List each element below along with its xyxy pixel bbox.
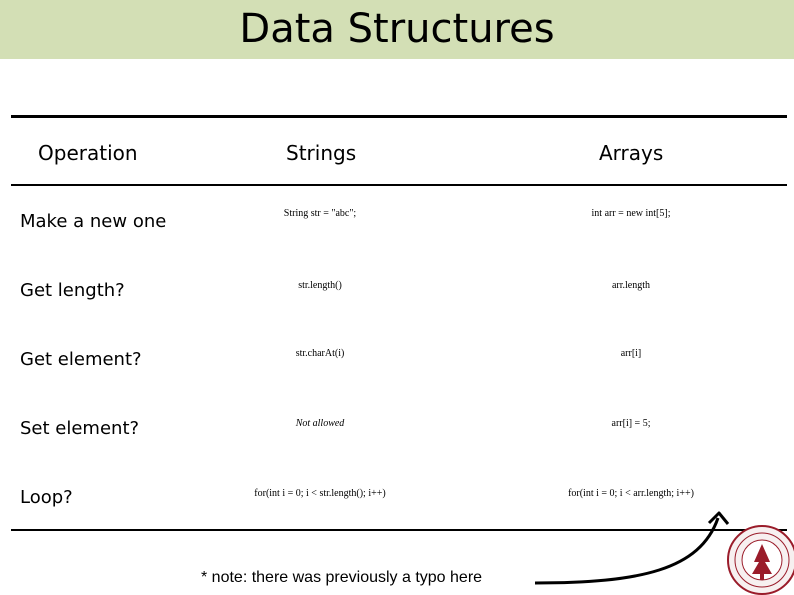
cell-arrays-set-element: arr[i] = 5; — [611, 418, 651, 429]
cell-arrays-get-length: arr.length — [611, 280, 651, 291]
header-operation: Operation — [38, 141, 138, 165]
header-arrays: Arrays — [599, 141, 664, 165]
cell-strings-set-element: Not allowed — [295, 418, 345, 429]
row-label-get-length: Get length? — [20, 280, 125, 301]
cell-arrays-get-element: arr[i] — [620, 348, 642, 359]
cell-strings-get-length: str.length() — [298, 280, 342, 291]
header-strings: Strings — [286, 141, 357, 165]
row-label-get-element: Get element? — [20, 349, 142, 370]
university-seal-icon — [722, 522, 794, 595]
table-top-rule — [11, 115, 787, 118]
row-label-loop: Loop? — [20, 487, 73, 508]
typo-note: * note: there was previously a typo here — [201, 569, 483, 586]
slide-title: Data Structures — [239, 6, 555, 52]
table-bottom-rule — [11, 529, 787, 531]
cell-strings-get-element: str.charAt(i) — [295, 348, 345, 359]
cell-arrays-make-new: int arr = new int[5]; — [591, 208, 671, 219]
cell-strings-loop: for(int i = 0; i < str.length(); i++) — [254, 488, 386, 499]
cell-strings-make-new: String str = "abc"; — [283, 208, 357, 219]
table-header-rule — [11, 184, 787, 186]
cell-arrays-loop: for(int i = 0; i < arr.length; i++) — [568, 488, 694, 499]
row-label-make-new: Make a new one — [20, 211, 167, 232]
row-label-set-element: Set element? — [20, 418, 140, 439]
